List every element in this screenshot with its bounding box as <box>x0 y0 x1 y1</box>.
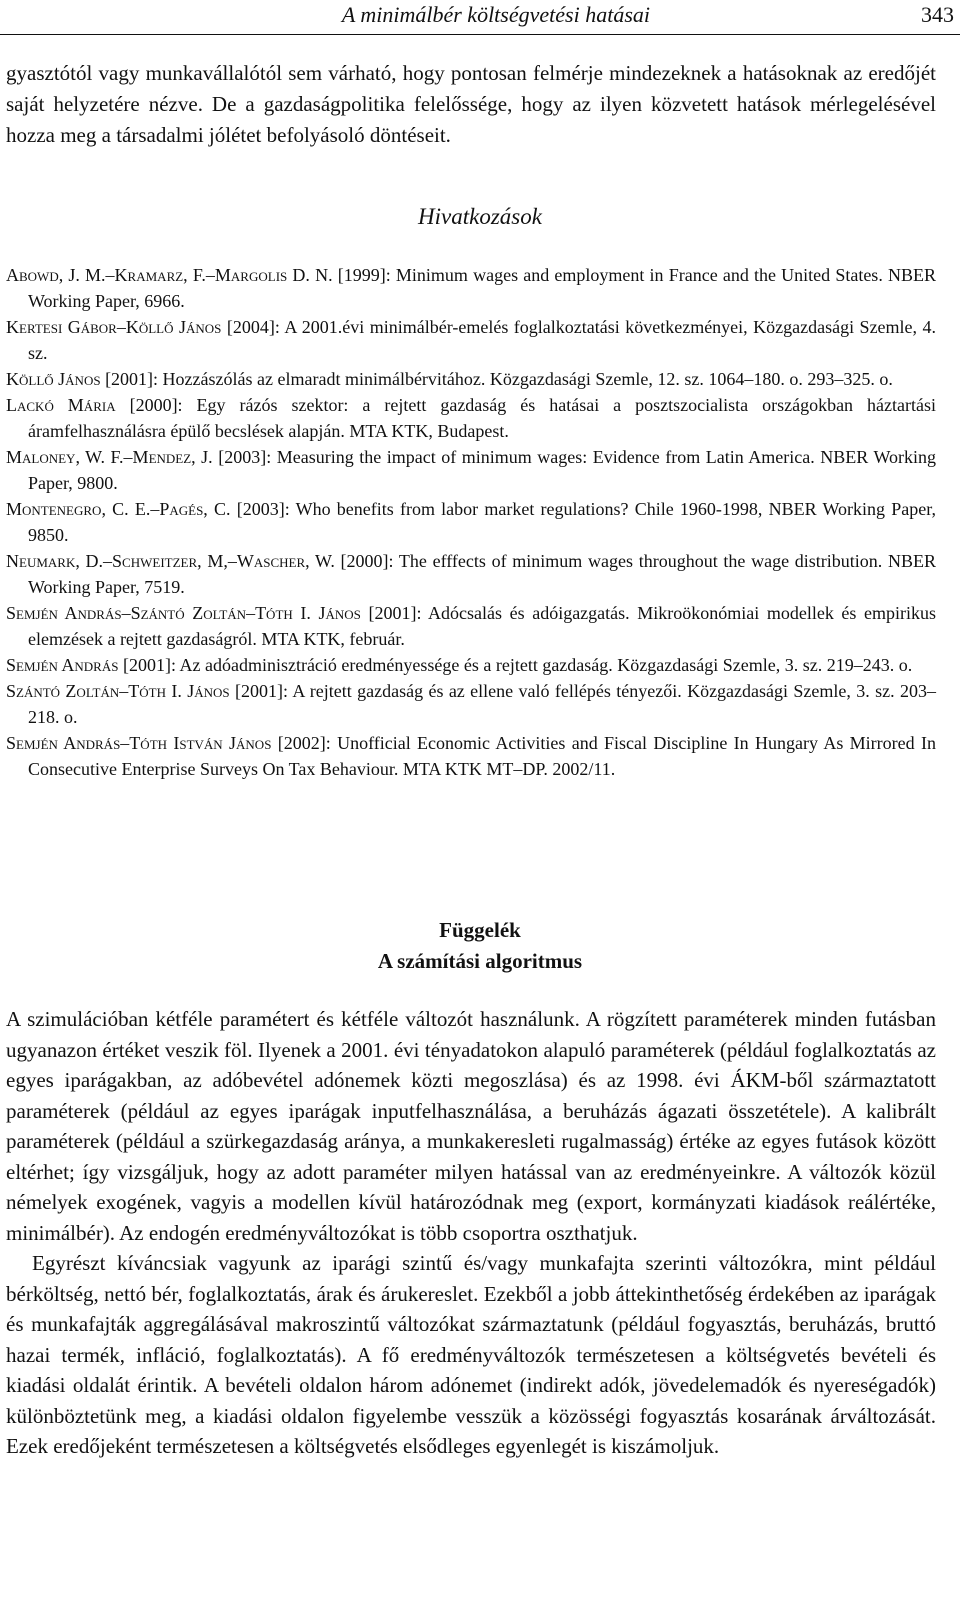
reference-text: [2000]: The efffects of minimum wages throughout the wage distribution. NBER Working Paper, 7519. <box>28 551 936 597</box>
reference-authors: Abowd, J. M.–Kramarz, F.–Margolis D. N. <box>6 265 333 285</box>
reference-authors: Szántó Zoltán–Tóth I. János <box>6 681 230 701</box>
running-header <box>0 0 960 35</box>
reference-text: [1999]: Minimum wages and employment in France and the United States. NBER Working Paper, 6966. <box>28 265 936 311</box>
references-heading: Hivatkozások <box>418 204 542 229</box>
reference-authors: Montenegro, C. E.–Pagés, C. <box>6 499 231 519</box>
appendix-body <box>6 1004 936 1462</box>
reference-text: [2001]: A rejtett gazdaság és az ellene való fellépés tényezői. Közgazdasági Szemle, 3. sz. 203–218. o. <box>28 681 936 727</box>
reference-text: [2004]: A 2001.évi minimálbér-emelés foglalkoztatási következményei, Közgazdasági Szemle, 4. sz. <box>28 317 937 363</box>
reference-item <box>6 366 936 392</box>
reference-item <box>6 496 936 548</box>
reference-authors: Semjén András <box>6 655 119 675</box>
reference-authors: Semjén András–Szántó Zoltán–Tóth I. János <box>6 603 361 623</box>
reference-item <box>6 262 936 314</box>
reference-item <box>6 730 936 782</box>
reference-text: [2002]: Unofficial Economic Activities and Fiscal Discipline In Hungary As Mirrored In Consecutive Enterprise Surveys On Tax Behaviour. MTA KTK MT–DP. 2002/11. <box>28 733 936 779</box>
reference-item <box>6 392 936 444</box>
reference-authors: Kertesi Gábor–Köllő János <box>6 317 222 337</box>
reference-text: [2000]: Egy rázós szektor: a rejtett gazdaság és hatásai a posztszocialista országokban háztartási áramfelhasználásra épülő becslések alapján. MTA KTK, Budapest. <box>28 395 936 441</box>
reference-text: [2001]: Hozzászólás az elmaradt minimálbérvitához. Közgazdasági Szemle, 12. sz. 1064–180. o. 293–325. o. <box>100 369 893 389</box>
running-title: A minimálbér költségvetési hatásai <box>341 2 650 27</box>
reference-text: [2001]: Adócsalás és adóigazgatás. Mikroökonómiai modellek és empirikus elemzések a rejtett gazdaságról. MTA KTK, február. <box>28 603 936 649</box>
reference-authors: Lackó Mária <box>6 395 116 415</box>
appendix-title: Függelék <box>439 918 521 942</box>
reference-item <box>6 548 936 600</box>
reference-authors: Neumark, D.–Schweitzer, M,–Wascher, W. <box>6 551 335 571</box>
reference-item <box>6 600 936 652</box>
reference-text: [2003]: Measuring the impact of minimum wages: Evidence from Latin America. NBER Working Paper, 9800. <box>28 447 936 493</box>
reference-item <box>6 652 936 678</box>
appendix-heading <box>0 915 960 977</box>
reference-authors: Maloney, W. F.–Mendez, J. <box>6 447 213 467</box>
page-number: 343 <box>921 2 954 27</box>
reference-item <box>6 314 936 366</box>
appendix-subtitle: A számítási algoritmus <box>377 949 583 973</box>
reference-item <box>6 444 936 496</box>
reference-list <box>6 262 936 782</box>
body-paragraph: A szimulációban kétféle paramétert és kétféle változót használunk. A rögzített paraméterek minden futásban ugyanazon értéket veszik föl. Ilyenek a 2001. évi tényadatokon alapuló paraméterek (például foglalkoztatás az egyes iparágakban, az adóbevétel adónemek közti megoszlása) és az 1998. évi ÁKM-ből származtatott paraméterek (például az egyes iparágak inputfelhasználása, a beruházás ágazati összetétele). A kalibrált paraméterek (például a szürkegazdaság aránya, a munkakeresleti rugalmasság) értéke az egyes futások között eltérhet; így vizsgáljuk, hogy az adott paraméter milyen hatással van az eredményeinkre. A változók közül némelyek exogének, vagyis a modellen kívül határozódnak meg (export, kormányzati kiadások reálértéke, minimálbér). Az endogén eredményváltozókat is több csoportra oszthatjuk. <box>6 1007 936 1245</box>
reference-authors: Semjén András–Tóth István János <box>6 733 272 753</box>
body-paragraph: Egyrészt kíváncsiak vagyunk az iparági szintű és/vagy munkafajta szerinti változókra, mint például bérköltség, nettó bér, foglalkoztatás, árak és árukereslet. Ezekből a jobb áttekinthetőség érdekében az iparágak és munkafajták aggregálásával makroszintű változókat származtatunk (például fogyasztás, beruházás, bruttó hazai termék, infláció, foglalkoztatás). A fő eredményváltozók természetesen a költségvetés bevételi és kiadási oldalát érintik. A bevételi oldalon három adónemet (indirekt adók, jövedelemadók és nyereségadók) különböztetünk meg, a kiadási oldalon figyelembe vesszük a közösségi fogyasztás kosarának árváltozását. Ezek eredőjeként természetesen a költségvetés elsődleges egyenlegét is kiszámoljuk. <box>6 1251 936 1458</box>
reference-item <box>6 678 936 730</box>
reference-text: [2001]: Az adóadminisztráció eredményessége és a rejtett gazdaság. Közgazdasági Szemle, 3. sz. 219–243. o. <box>118 655 913 675</box>
reference-text: [2003]: Who benefits from labor market regulations? Chile 1960-1998, NBER Working Paper, 9850. <box>28 499 937 545</box>
lead-paragraph: gyasztótól vagy munkavállalótól sem várható, hogy pontosan felmérje mindezeknek a hatásoknak az eredőjét saját helyzetére nézve. De a gazdaságpolitika felelőssége, hogy az ilyen közvetett hatások mérlegelésével hozza meg a társadalmi jólétet befolyásoló döntéseit. <box>6 61 936 147</box>
reference-authors: Köllő János <box>6 369 101 389</box>
